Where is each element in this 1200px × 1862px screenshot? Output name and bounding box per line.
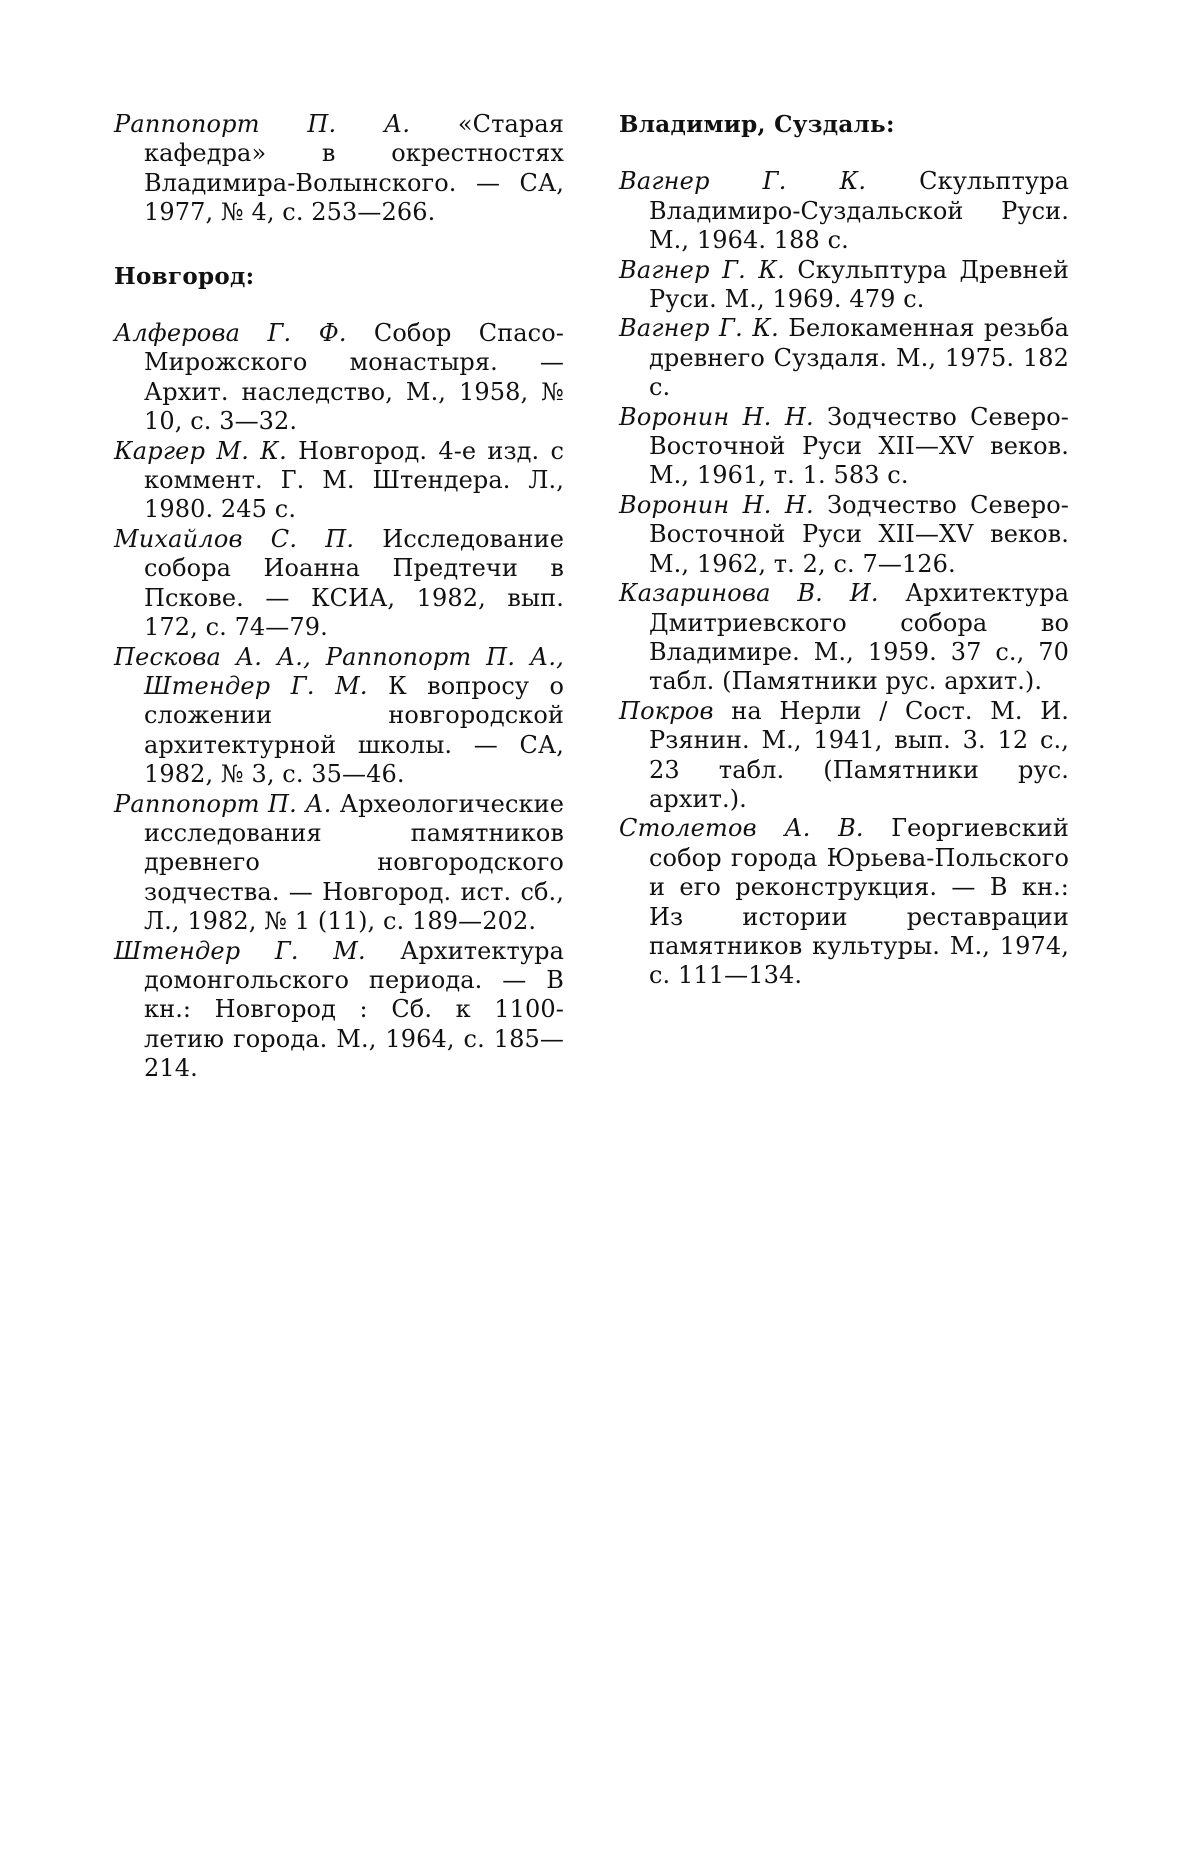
bibliography-entry xyxy=(114,790,564,937)
entry-author: Штендер Г. М. xyxy=(114,936,366,965)
entry-text: Археологические исследования памятников древнего новгородского зодчества. — Новгород. ист. сб., Л., 1982, № 1 (11), с. 189—202. xyxy=(144,789,564,936)
novgorod-entry-list xyxy=(114,319,564,1084)
entry-text: Белокаменная резьба древнего Суздаля. М., 1975. 182 с. xyxy=(649,314,1069,402)
entry-author: Вагнер Г. К. xyxy=(619,167,867,196)
entry-author: Казаринова В. И. xyxy=(619,579,879,608)
entry-author: Михайлов С. П. xyxy=(114,524,355,553)
entry-author: Покров xyxy=(619,696,714,725)
entry-author: Алферова Г. Ф. xyxy=(114,319,347,348)
bibliography-entry xyxy=(619,579,1069,697)
entry-text: Исследование собора Иоанна Предтечи в Пскове. — КСИА, 1982, вып. 172, с. 74—79. xyxy=(144,524,565,642)
entry-text: Скульптура Владимиро-Суздальской Руси. М., 1964. 188 с. xyxy=(649,167,1069,255)
entry-author: Столетов А. В. xyxy=(619,814,864,843)
bibliography-entry xyxy=(619,491,1069,579)
bibliography-entry xyxy=(619,403,1069,491)
bibliography-entry xyxy=(114,110,564,228)
left-column xyxy=(114,110,564,1084)
entry-text: Собор Спасо-Мирожского монастыря. — Архит. наследство, М., 1958, № 10, с. 3—32. xyxy=(144,319,564,436)
entry-text: К вопросу о сложении новгородской архитектурной школы. — СА, 1982, № 3, с. 35—46. xyxy=(144,671,564,789)
entry-author: Воронин Н. Н. xyxy=(619,490,814,519)
bibliography-entry xyxy=(619,314,1069,402)
bibliography-entry xyxy=(114,437,564,525)
right-column xyxy=(619,110,1069,991)
entry-text: «Старая кафедра» в окрестностях Владимира-Волынского. — СА, 1977, № 4, с. 253—266. xyxy=(144,110,565,227)
bibliography-entry xyxy=(114,937,564,1084)
entry-author: Пескова А. А., Раппопорт П. А., Штендер Г. М. xyxy=(114,642,564,700)
bibliography-entry xyxy=(114,319,564,437)
intro-entry-list xyxy=(114,110,564,228)
entry-author: Вагнер Г. К. xyxy=(619,255,786,284)
entry-author: Вагнер Г. К. xyxy=(619,314,779,343)
section-gap xyxy=(114,228,564,262)
entry-author: Воронин Н. Н. xyxy=(619,402,814,431)
bibliography-entry xyxy=(619,167,1069,255)
entry-text: Новгород. 4-е изд. с коммент. Г. М. Штендера. Л., 1980. 245 с. xyxy=(144,436,564,524)
section-heading-novgorod: Новгород: xyxy=(114,262,255,290)
bibliography-entry xyxy=(619,256,1069,315)
entry-text: Архитектура домонгольского периода. — В кн.: Новгород : Сб. к 1100-летию города. М., 1964, с. 185—214. xyxy=(144,936,565,1083)
vladimir-entry-list xyxy=(619,167,1069,990)
entry-author: Каргер М. К. xyxy=(114,436,287,465)
entry-author: Раппопорт П. А. xyxy=(114,110,411,138)
entry-text: на Нерли / Сост. М. И. Рзянин. М., 1941, вып. 3. 12 с., 23 табл. (Памятники рус. архит.). xyxy=(649,696,1069,813)
bibliography-entry xyxy=(114,643,564,790)
entry-text: Зодчество Северо-Восточной Руси XII—XV веков. М., 1962, т. 2, с. 7—126. xyxy=(649,490,1069,578)
entry-author: Раппопорт П. А. xyxy=(114,789,332,818)
entry-text: Архитектура Дмитриевского собора во Владимире. М., 1959. 37 с., 70 табл. (Памятники рус. архит.). xyxy=(649,579,1069,696)
entry-text: Зодчество Северо-Восточной Руси XII—XV веков. М., 1961, т. 1. 583 с. xyxy=(649,402,1069,490)
bibliography-entry xyxy=(114,525,564,643)
entry-text: Георгиевский собор города Юрьева-Польского и его реконструкция. — В кн.: Из истории реставрации памятников культуры. М., 1974, с. 111—134. xyxy=(649,814,1069,990)
entry-text: Скульптура Древней Руси. М., 1969. 479 с. xyxy=(649,255,1069,314)
bibliography-entry xyxy=(619,697,1069,815)
bibliography-entry xyxy=(619,814,1069,990)
section-heading-vladimir: Владимир, Суздаль: xyxy=(619,111,895,138)
